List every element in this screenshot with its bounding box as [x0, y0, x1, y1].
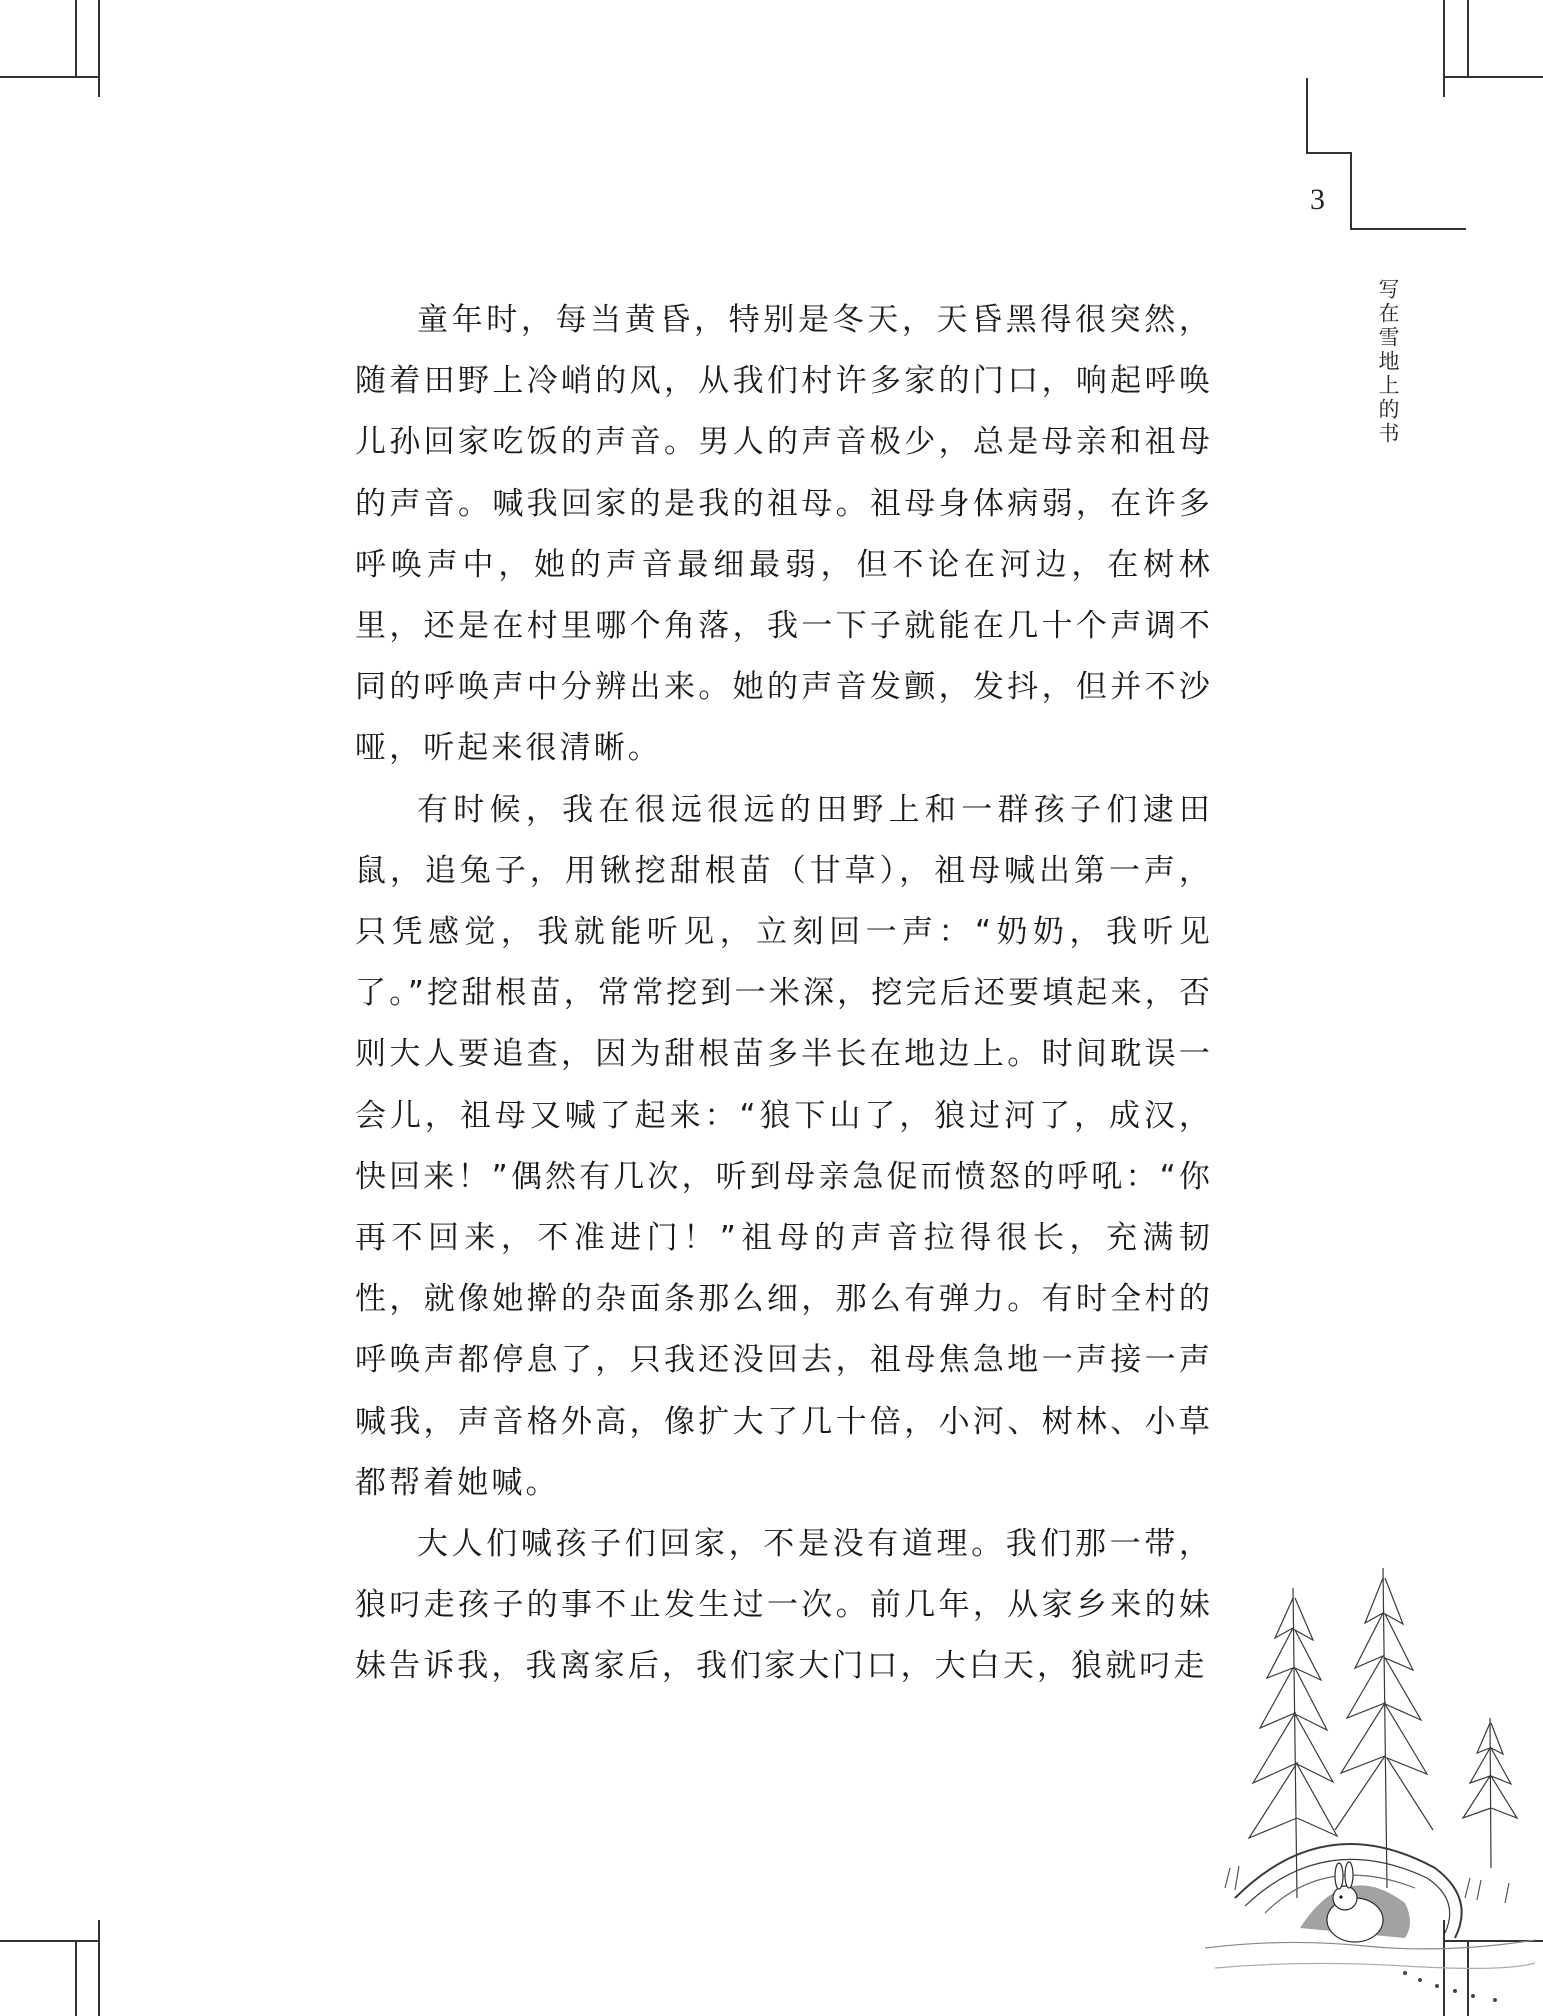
- crop-mark-bottom-left-h: [0, 1940, 100, 1942]
- trim-mark-right-v2: [1350, 152, 1352, 230]
- trim-mark-right-v1: [1306, 78, 1308, 153]
- crop-mark-bottom-left-v: [98, 1920, 100, 2016]
- rabbit-in-snow-icon: [1205, 1568, 1535, 2008]
- paragraph-3: 大人们喊孩子们回家，不是没有道理。我们那一带，狼叼走孩子的事不止发生过一次。前几年，从家乡来的妹妹告诉我，我离家后，我们家大门口，大白天，狼就叼走: [355, 1526, 1213, 1685]
- running-title: 写在雪地上的书: [1376, 278, 1400, 446]
- crop-mark-top-right-v2: [1467, 0, 1469, 78]
- crop-mark-top-right-h: [1445, 76, 1543, 78]
- trim-mark-right-h1: [1306, 152, 1350, 154]
- trim-mark-right-h2: [1350, 228, 1466, 230]
- crop-mark-top-left-h: [0, 76, 100, 78]
- crop-mark-top-left-v: [98, 0, 100, 97]
- paragraph-1: 童年时，每当黄昏，特别是冬天，天昏黑得很突然，随着田野上冷峭的风，从我们村许多家的门口，响起呼唤儿孙回家吃饭的声音。男人的声音极少，总是母亲和祖母的声音。喊我回家的是我的祖母。祖母身体病弱，在许多呼唤声中，她的声音最细最弱，但不论在河边，在树林里，还是在村里哪个角落，我一下子就能在几十个声调不同的呼唤声中分辨出来。她的声音发颤，发抖，但并不沙哑，听起来很清晰。: [355, 302, 1213, 767]
- crop-mark-top-left-v2: [75, 0, 77, 78]
- paragraph-2: 有时候，我在很远很远的田野上和一群孩子们逮田鼠，追兔子，用锹挖甜根苗（甘草），祖母喊出第一声，只凭感觉，我就能听见，立刻回一声：“奶奶，我听见了。”挖甜根苗，常常挖到一米深，挖完后还要填起来，否则大人要追查，因为甜根苗多半长在地边上。时间耽误一会儿，祖母又喊了起来：“狼下山了，狼过河了，成汉，快回来！”偶然有几次，听到母亲急促而愤怒的呼吼：“你再不回来，不准进门！”祖母的声音拉得很长，充满韧性，就像她擀的杂面条那么细，那么有弹力。有时全村的呼唤声都停息了，只我还没回去，祖母焦急地一声接一声喊我，声音格外高，像扩大了几十倍，小河、树林、小草都帮着她喊。: [355, 791, 1213, 1501]
- body-text: [355, 290, 1213, 1698]
- crop-mark-bottom-left-v2: [75, 1940, 77, 2016]
- crop-mark-top-right-v: [1443, 0, 1445, 97]
- page-number: 3: [1310, 183, 1325, 216]
